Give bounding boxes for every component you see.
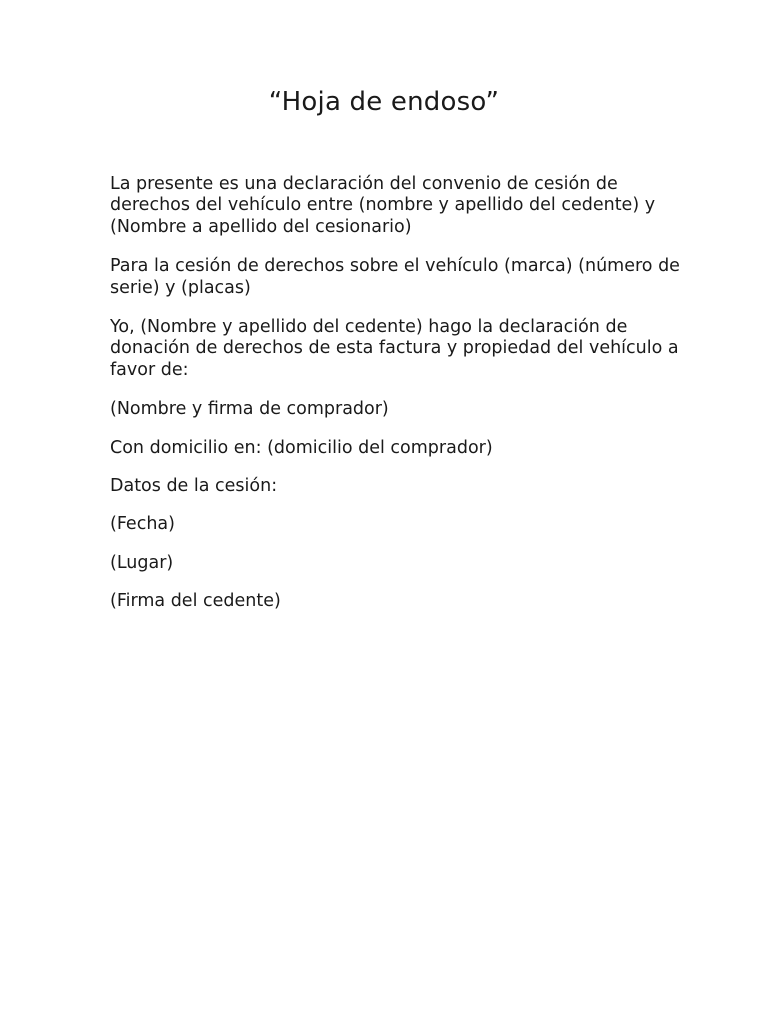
paragraph-donation-statement: Yo, (Nombre y apellido del cedente) hago la declaración de donación de derechos de esta factura y propiedad del vehículo a favor de: <box>110 317 679 380</box>
paragraph-vehicle-rights: Para la cesión de derechos sobre el vehículo (marca) (número de serie) y (placas) <box>110 256 680 298</box>
paragraph-buyer-address: Con domicilio en: (domicilio del comprador) <box>110 437 493 458</box>
paragraph-buyer-name-signature: (Nombre y firma de comprador) <box>110 399 389 420</box>
paragraph-date: (Fecha) <box>110 514 175 535</box>
document-body <box>110 174 680 630</box>
paragraph-transfer-data-heading: Datos de la cesión: <box>110 476 278 497</box>
paragraph-place: (Lugar) <box>110 552 174 573</box>
paragraph-declaration: La presente es una declaración del convenio de cesión de derechos del vehículo entre (nombre y apellido del cedente) y (Nombre a apellido del cesionario) <box>110 174 656 237</box>
document-title: “Hoja de endoso” <box>268 87 500 117</box>
paragraph-transferor-signature: (Firma del cedente) <box>110 591 281 612</box>
